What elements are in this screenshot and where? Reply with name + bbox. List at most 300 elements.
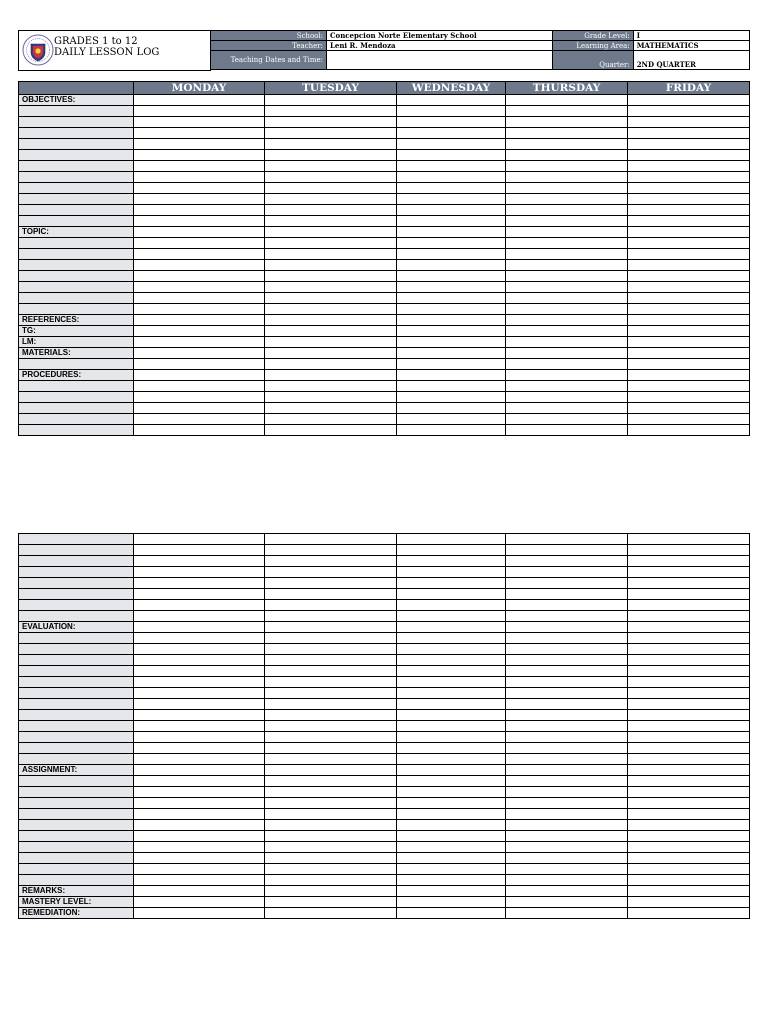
lesson-cell[interactable]: [628, 864, 750, 875]
lesson-cell[interactable]: [506, 216, 628, 227]
lesson-cell[interactable]: [628, 161, 750, 172]
lesson-cell[interactable]: [134, 622, 265, 633]
lesson-cell[interactable]: [397, 227, 506, 238]
lesson-cell[interactable]: [628, 644, 750, 655]
lesson-cell[interactable]: [134, 194, 265, 205]
lesson-cell[interactable]: [506, 710, 628, 721]
lesson-cell[interactable]: [506, 732, 628, 743]
lesson-cell[interactable]: [265, 95, 397, 106]
lesson-cell[interactable]: [134, 392, 265, 403]
lesson-cell[interactable]: [265, 622, 397, 633]
lesson-cell[interactable]: [397, 864, 506, 875]
lesson-cell[interactable]: [397, 315, 506, 326]
lesson-cell[interactable]: [397, 348, 506, 359]
lesson-cell[interactable]: [265, 611, 397, 622]
lesson-cell[interactable]: [265, 721, 397, 732]
lesson-cell[interactable]: [506, 117, 628, 128]
lesson-cell[interactable]: [628, 655, 750, 666]
lesson-cell[interactable]: [506, 853, 628, 864]
lesson-cell[interactable]: [265, 381, 397, 392]
lesson-cell[interactable]: [265, 260, 397, 271]
lesson-cell[interactable]: [134, 128, 265, 139]
lesson-cell[interactable]: [628, 677, 750, 688]
lesson-cell[interactable]: [628, 172, 750, 183]
lesson-cell[interactable]: [134, 172, 265, 183]
lesson-cell[interactable]: [265, 216, 397, 227]
lesson-cell[interactable]: [397, 710, 506, 721]
lesson-cell[interactable]: [265, 787, 397, 798]
lesson-cell[interactable]: [265, 853, 397, 864]
lesson-cell[interactable]: [506, 633, 628, 644]
lesson-cell[interactable]: [265, 710, 397, 721]
lesson-cell[interactable]: [265, 589, 397, 600]
lesson-cell[interactable]: [265, 732, 397, 743]
lesson-cell[interactable]: [628, 337, 750, 348]
lesson-cell[interactable]: [134, 216, 265, 227]
lesson-cell[interactable]: [506, 315, 628, 326]
lesson-cell[interactable]: [506, 414, 628, 425]
lesson-cell[interactable]: [628, 776, 750, 787]
lesson-cell[interactable]: [397, 567, 506, 578]
lesson-cell[interactable]: [506, 556, 628, 567]
lesson-cell[interactable]: [397, 534, 506, 545]
lesson-cell[interactable]: [506, 787, 628, 798]
lesson-cell[interactable]: [265, 864, 397, 875]
learning-area-value[interactable]: MATHEMATICS: [633, 41, 749, 51]
lesson-cell[interactable]: [134, 370, 265, 381]
lesson-cell[interactable]: [506, 699, 628, 710]
lesson-cell[interactable]: [506, 622, 628, 633]
lesson-cell[interactable]: [506, 677, 628, 688]
school-value[interactable]: Concepcion Norte Elementary School: [326, 31, 552, 41]
lesson-cell[interactable]: [397, 853, 506, 864]
lesson-cell[interactable]: [265, 326, 397, 337]
lesson-cell[interactable]: [265, 183, 397, 194]
lesson-cell[interactable]: [134, 809, 265, 820]
lesson-cell[interactable]: [506, 227, 628, 238]
lesson-cell[interactable]: [628, 633, 750, 644]
lesson-cell[interactable]: [397, 370, 506, 381]
lesson-cell[interactable]: [134, 282, 265, 293]
lesson-cell[interactable]: [506, 644, 628, 655]
lesson-cell[interactable]: [628, 622, 750, 633]
lesson-cell[interactable]: [265, 403, 397, 414]
lesson-cell[interactable]: [397, 161, 506, 172]
lesson-cell[interactable]: [506, 348, 628, 359]
lesson-cell[interactable]: [628, 732, 750, 743]
lesson-cell[interactable]: [265, 337, 397, 348]
lesson-cell[interactable]: [134, 545, 265, 556]
lesson-cell[interactable]: [265, 600, 397, 611]
lesson-cell[interactable]: [506, 425, 628, 436]
lesson-cell[interactable]: [628, 600, 750, 611]
lesson-cell[interactable]: [134, 139, 265, 150]
lesson-cell[interactable]: [628, 787, 750, 798]
lesson-cell[interactable]: [506, 688, 628, 699]
lesson-cell[interactable]: [506, 293, 628, 304]
lesson-cell[interactable]: [506, 150, 628, 161]
lesson-cell[interactable]: [628, 754, 750, 765]
lesson-cell[interactable]: [397, 666, 506, 677]
lesson-cell[interactable]: [134, 205, 265, 216]
lesson-cell[interactable]: [506, 381, 628, 392]
lesson-cell[interactable]: [506, 776, 628, 787]
lesson-cell[interactable]: [397, 787, 506, 798]
lesson-cell[interactable]: [628, 414, 750, 425]
lesson-cell[interactable]: [397, 403, 506, 414]
lesson-cell[interactable]: [397, 688, 506, 699]
lesson-cell[interactable]: [506, 139, 628, 150]
lesson-cell[interactable]: [397, 776, 506, 787]
lesson-cell[interactable]: [265, 633, 397, 644]
lesson-cell[interactable]: [134, 326, 265, 337]
lesson-cell[interactable]: [134, 787, 265, 798]
lesson-cell[interactable]: [628, 842, 750, 853]
lesson-cell[interactable]: [506, 304, 628, 315]
lesson-cell[interactable]: [628, 875, 750, 886]
lesson-cell[interactable]: [134, 600, 265, 611]
lesson-cell[interactable]: [265, 271, 397, 282]
lesson-cell[interactable]: [506, 886, 628, 897]
lesson-cell[interactable]: [265, 392, 397, 403]
lesson-cell[interactable]: [134, 831, 265, 842]
lesson-cell[interactable]: [397, 381, 506, 392]
lesson-cell[interactable]: [628, 908, 750, 919]
lesson-cell[interactable]: [134, 348, 265, 359]
lesson-cell[interactable]: [265, 414, 397, 425]
lesson-cell[interactable]: [506, 842, 628, 853]
lesson-cell[interactable]: [397, 622, 506, 633]
lesson-cell[interactable]: [134, 271, 265, 282]
lesson-cell[interactable]: [628, 721, 750, 732]
lesson-cell[interactable]: [506, 205, 628, 216]
lesson-cell[interactable]: [628, 326, 750, 337]
lesson-cell[interactable]: [265, 886, 397, 897]
lesson-cell[interactable]: [265, 205, 397, 216]
lesson-cell[interactable]: [628, 117, 750, 128]
lesson-cell[interactable]: [628, 249, 750, 260]
lesson-cell[interactable]: [628, 260, 750, 271]
lesson-cell[interactable]: [506, 271, 628, 282]
lesson-cell[interactable]: [134, 633, 265, 644]
lesson-cell[interactable]: [134, 732, 265, 743]
lesson-cell[interactable]: [265, 359, 397, 370]
lesson-cell[interactable]: [506, 875, 628, 886]
lesson-cell[interactable]: [397, 249, 506, 260]
lesson-cell[interactable]: [506, 260, 628, 271]
lesson-cell[interactable]: [397, 600, 506, 611]
lesson-cell[interactable]: [265, 150, 397, 161]
lesson-cell[interactable]: [134, 853, 265, 864]
lesson-cell[interactable]: [628, 534, 750, 545]
lesson-cell[interactable]: [265, 161, 397, 172]
lesson-cell[interactable]: [628, 370, 750, 381]
lesson-cell[interactable]: [134, 611, 265, 622]
lesson-cell[interactable]: [134, 95, 265, 106]
lesson-cell[interactable]: [397, 337, 506, 348]
lesson-cell[interactable]: [265, 556, 397, 567]
lesson-cell[interactable]: [397, 644, 506, 655]
lesson-cell[interactable]: [265, 117, 397, 128]
lesson-cell[interactable]: [397, 875, 506, 886]
lesson-cell[interactable]: [134, 106, 265, 117]
lesson-cell[interactable]: [628, 150, 750, 161]
lesson-cell[interactable]: [134, 699, 265, 710]
lesson-cell[interactable]: [397, 205, 506, 216]
lesson-cell[interactable]: [628, 710, 750, 721]
lesson-cell[interactable]: [134, 655, 265, 666]
lesson-cell[interactable]: [397, 589, 506, 600]
lesson-cell[interactable]: [265, 249, 397, 260]
lesson-cell[interactable]: [506, 908, 628, 919]
lesson-cell[interactable]: [628, 348, 750, 359]
lesson-cell[interactable]: [134, 238, 265, 249]
lesson-cell[interactable]: [265, 743, 397, 754]
lesson-cell[interactable]: [265, 644, 397, 655]
lesson-cell[interactable]: [265, 194, 397, 205]
lesson-cell[interactable]: [506, 545, 628, 556]
lesson-cell[interactable]: [397, 886, 506, 897]
lesson-cell[interactable]: [397, 260, 506, 271]
lesson-cell[interactable]: [506, 359, 628, 370]
lesson-cell[interactable]: [506, 831, 628, 842]
lesson-cell[interactable]: [397, 95, 506, 106]
lesson-cell[interactable]: [397, 721, 506, 732]
lesson-cell[interactable]: [265, 754, 397, 765]
lesson-cell[interactable]: [628, 666, 750, 677]
lesson-cell[interactable]: [265, 875, 397, 886]
lesson-cell[interactable]: [134, 556, 265, 567]
lesson-cell[interactable]: [628, 545, 750, 556]
lesson-cell[interactable]: [134, 897, 265, 908]
lesson-cell[interactable]: [134, 567, 265, 578]
lesson-cell[interactable]: [134, 677, 265, 688]
teaching-dates-value[interactable]: [326, 51, 552, 70]
lesson-cell[interactable]: [397, 392, 506, 403]
lesson-cell[interactable]: [134, 260, 265, 271]
lesson-cell[interactable]: [134, 227, 265, 238]
lesson-cell[interactable]: [265, 578, 397, 589]
lesson-cell[interactable]: [506, 370, 628, 381]
lesson-cell[interactable]: [134, 842, 265, 853]
lesson-cell[interactable]: [265, 293, 397, 304]
lesson-cell[interactable]: [628, 743, 750, 754]
lesson-cell[interactable]: [397, 754, 506, 765]
lesson-cell[interactable]: [265, 139, 397, 150]
lesson-cell[interactable]: [265, 831, 397, 842]
lesson-cell[interactable]: [265, 128, 397, 139]
lesson-cell[interactable]: [265, 809, 397, 820]
lesson-cell[interactable]: [628, 359, 750, 370]
lesson-cell[interactable]: [397, 183, 506, 194]
quarter-value[interactable]: [633, 51, 749, 70]
lesson-cell[interactable]: [134, 293, 265, 304]
lesson-cell[interactable]: [506, 666, 628, 677]
lesson-cell[interactable]: [134, 315, 265, 326]
lesson-cell[interactable]: [628, 831, 750, 842]
lesson-cell[interactable]: [506, 194, 628, 205]
lesson-cell[interactable]: [265, 534, 397, 545]
lesson-cell[interactable]: [628, 271, 750, 282]
lesson-cell[interactable]: [397, 139, 506, 150]
lesson-cell[interactable]: [265, 908, 397, 919]
lesson-cell[interactable]: [506, 721, 628, 732]
lesson-cell[interactable]: [134, 425, 265, 436]
lesson-cell[interactable]: [265, 567, 397, 578]
lesson-cell[interactable]: [265, 227, 397, 238]
lesson-cell[interactable]: [397, 304, 506, 315]
lesson-cell[interactable]: [628, 820, 750, 831]
lesson-cell[interactable]: [265, 820, 397, 831]
lesson-cell[interactable]: [628, 578, 750, 589]
lesson-cell[interactable]: [397, 655, 506, 666]
lesson-cell[interactable]: [397, 897, 506, 908]
lesson-cell[interactable]: [628, 798, 750, 809]
lesson-cell[interactable]: [397, 282, 506, 293]
lesson-cell[interactable]: [506, 820, 628, 831]
lesson-cell[interactable]: [506, 183, 628, 194]
lesson-cell[interactable]: [628, 128, 750, 139]
teacher-value[interactable]: Leni R. Mendoza: [326, 41, 552, 51]
lesson-cell[interactable]: [134, 765, 265, 776]
lesson-cell[interactable]: [397, 117, 506, 128]
lesson-cell[interactable]: [506, 743, 628, 754]
grade-level-value[interactable]: I: [633, 31, 749, 41]
lesson-cell[interactable]: [265, 425, 397, 436]
lesson-cell[interactable]: [628, 611, 750, 622]
lesson-cell[interactable]: [628, 205, 750, 216]
lesson-cell[interactable]: [134, 381, 265, 392]
lesson-cell[interactable]: [265, 370, 397, 381]
lesson-cell[interactable]: [397, 545, 506, 556]
lesson-cell[interactable]: [397, 172, 506, 183]
lesson-cell[interactable]: [265, 666, 397, 677]
lesson-cell[interactable]: [265, 282, 397, 293]
lesson-cell[interactable]: [628, 216, 750, 227]
lesson-cell[interactable]: [134, 249, 265, 260]
lesson-cell[interactable]: [134, 776, 265, 787]
lesson-cell[interactable]: [397, 150, 506, 161]
lesson-cell[interactable]: [397, 578, 506, 589]
lesson-cell[interactable]: [628, 106, 750, 117]
lesson-cell[interactable]: [397, 194, 506, 205]
lesson-cell[interactable]: [506, 392, 628, 403]
lesson-cell[interactable]: [506, 95, 628, 106]
lesson-cell[interactable]: [628, 403, 750, 414]
lesson-cell[interactable]: [628, 194, 750, 205]
lesson-cell[interactable]: [265, 798, 397, 809]
lesson-cell[interactable]: [134, 644, 265, 655]
lesson-cell[interactable]: [506, 897, 628, 908]
lesson-cell[interactable]: [134, 666, 265, 677]
lesson-cell[interactable]: [506, 567, 628, 578]
lesson-cell[interactable]: [628, 556, 750, 567]
lesson-cell[interactable]: [506, 161, 628, 172]
lesson-cell[interactable]: [134, 798, 265, 809]
lesson-cell[interactable]: [134, 589, 265, 600]
lesson-cell[interactable]: [506, 589, 628, 600]
lesson-cell[interactable]: [628, 809, 750, 820]
lesson-cell[interactable]: [397, 293, 506, 304]
lesson-cell[interactable]: [265, 688, 397, 699]
lesson-cell[interactable]: [628, 381, 750, 392]
lesson-cell[interactable]: [397, 128, 506, 139]
lesson-cell[interactable]: [134, 304, 265, 315]
lesson-cell[interactable]: [397, 831, 506, 842]
lesson-cell[interactable]: [134, 743, 265, 754]
lesson-cell[interactable]: [397, 809, 506, 820]
lesson-cell[interactable]: [134, 721, 265, 732]
lesson-cell[interactable]: [397, 765, 506, 776]
lesson-cell[interactable]: [506, 809, 628, 820]
lesson-cell[interactable]: [265, 315, 397, 326]
lesson-cell[interactable]: [506, 337, 628, 348]
lesson-cell[interactable]: [628, 392, 750, 403]
lesson-cell[interactable]: [628, 304, 750, 315]
lesson-cell[interactable]: [397, 271, 506, 282]
lesson-cell[interactable]: [134, 820, 265, 831]
lesson-cell[interactable]: [628, 853, 750, 864]
lesson-cell[interactable]: [134, 688, 265, 699]
lesson-cell[interactable]: [628, 238, 750, 249]
lesson-cell[interactable]: [506, 249, 628, 260]
lesson-cell[interactable]: [397, 908, 506, 919]
lesson-cell[interactable]: [628, 183, 750, 194]
lesson-cell[interactable]: [506, 798, 628, 809]
lesson-cell[interactable]: [265, 897, 397, 908]
lesson-cell[interactable]: [397, 798, 506, 809]
lesson-cell[interactable]: [628, 425, 750, 436]
lesson-cell[interactable]: [506, 326, 628, 337]
lesson-cell[interactable]: [134, 578, 265, 589]
lesson-cell[interactable]: [134, 403, 265, 414]
lesson-cell[interactable]: [265, 776, 397, 787]
lesson-cell[interactable]: [397, 326, 506, 337]
lesson-cell[interactable]: [265, 545, 397, 556]
lesson-cell[interactable]: [628, 765, 750, 776]
lesson-cell[interactable]: [397, 359, 506, 370]
lesson-cell[interactable]: [628, 139, 750, 150]
lesson-cell[interactable]: [134, 886, 265, 897]
lesson-cell[interactable]: [506, 282, 628, 293]
lesson-cell[interactable]: [134, 864, 265, 875]
lesson-cell[interactable]: [265, 655, 397, 666]
lesson-cell[interactable]: [397, 414, 506, 425]
lesson-cell[interactable]: [397, 425, 506, 436]
lesson-cell[interactable]: [134, 150, 265, 161]
lesson-cell[interactable]: [134, 161, 265, 172]
lesson-cell[interactable]: [397, 820, 506, 831]
lesson-cell[interactable]: [506, 765, 628, 776]
lesson-cell[interactable]: [506, 534, 628, 545]
lesson-cell[interactable]: [265, 699, 397, 710]
lesson-cell[interactable]: [628, 589, 750, 600]
lesson-cell[interactable]: [134, 414, 265, 425]
lesson-cell[interactable]: [506, 238, 628, 249]
lesson-cell[interactable]: [134, 117, 265, 128]
lesson-cell[interactable]: [506, 611, 628, 622]
lesson-cell[interactable]: [265, 106, 397, 117]
lesson-cell[interactable]: [397, 238, 506, 249]
lesson-cell[interactable]: [397, 842, 506, 853]
lesson-cell[interactable]: [397, 216, 506, 227]
lesson-cell[interactable]: [134, 337, 265, 348]
lesson-cell[interactable]: [506, 655, 628, 666]
lesson-cell[interactable]: [628, 293, 750, 304]
lesson-cell[interactable]: [506, 172, 628, 183]
lesson-cell[interactable]: [134, 908, 265, 919]
lesson-cell[interactable]: [506, 106, 628, 117]
